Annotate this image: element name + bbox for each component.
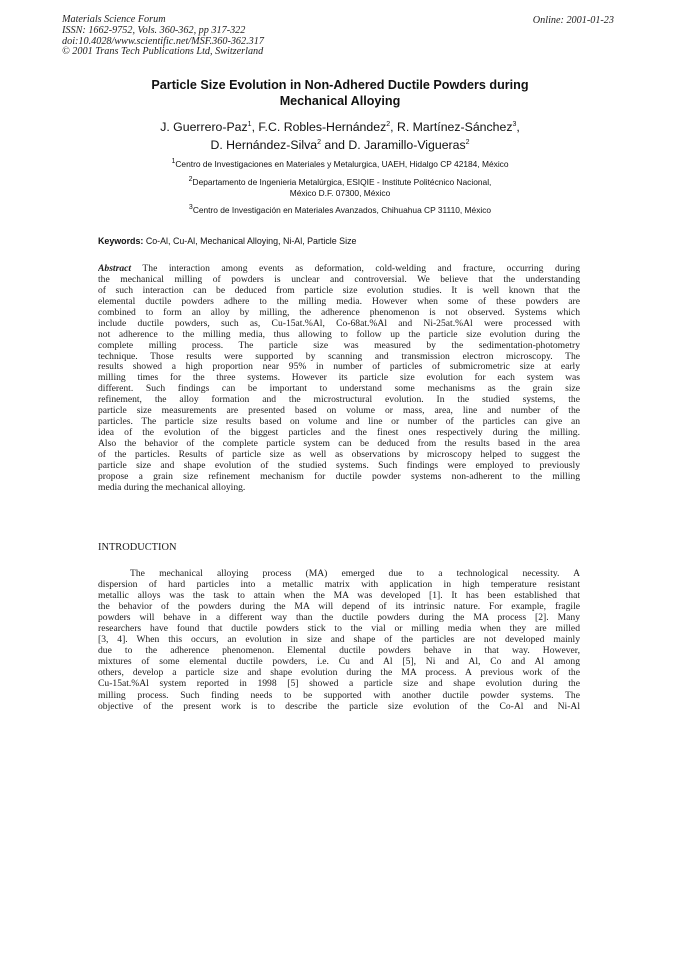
abstract-line: Abstract The interaction among events as deformation, cold-welding and fracture, occurring during <box>98 264 580 274</box>
abstract-line: results showed a high proportion near 95% in number of particles of submicrometric size at early <box>98 362 580 373</box>
issn-line: ISSN: 1662-9752, Vols. 360-362, pp 317-322 <box>62 24 246 36</box>
affiliation-2 <box>100 177 580 199</box>
abstract-line: Also the behavior of the complete particle system can be deduced from the results based in the area <box>98 439 580 449</box>
intro-line: metallic alloys was the task to attain when the MA was developed [1]. It has been established that <box>98 590 580 602</box>
affiliation-3 <box>100 205 580 216</box>
intro-line: the behavior of the powders during the MA will depend of its intrinsic nature. For example, fragile <box>98 601 580 613</box>
doi-line[interactable]: doi:10.4028/www.scientific.net/MSF.360-362.317 <box>62 35 264 47</box>
affiliation-1 <box>100 159 580 170</box>
author-affil-mark: 2 <box>386 120 391 128</box>
abstract-line: of the particles. Results of particle size as well as observations by microscopy helped to suggest the <box>98 449 580 460</box>
abstract-line: complete milling process. The particle size was measured by the sedimentation-photometry <box>98 340 580 351</box>
abstract-line: refinement, the alloy formation and the microstructural evolution. In the studied systems, the <box>98 395 580 406</box>
author-affil-mark: 1 <box>247 120 252 128</box>
author-affil-mark: 2 <box>317 138 321 146</box>
abstract-line: include ductile powders, such as, Cu-15at.%Al, Co-68at.%Al and Ni-25at.%Al were processed with <box>98 318 580 329</box>
title-line-2: Mechanical Alloying <box>279 93 401 108</box>
author-name: , F.C. Robles-Hernández <box>251 120 387 134</box>
intro-line: objective of the present work is to describe the particle size evolution of the Co-Al and Ni-Al <box>98 700 580 712</box>
intro-line: Cu-15at.%Al system reported in 1998 [5] showed a particle size and shape evolution during the <box>98 678 580 690</box>
journal-name: Materials Science Forum <box>62 14 166 25</box>
author-name: and D. Jaramillo-Vigueras <box>320 137 466 152</box>
copyright-line: © 2001 Trans Tech Publications Ltd, Switzerland <box>62 46 264 58</box>
paper-title <box>90 78 590 109</box>
author-name: J. Guerrero-Paz <box>160 120 248 134</box>
authors-line-1 <box>90 119 590 137</box>
author-name: D. Hernández-Silva <box>210 137 318 152</box>
author-affil-mark: 3 <box>512 120 517 128</box>
abstract-line: not adherence to the milling media, thus allowing to follow up the particle size evolution during the <box>98 329 580 340</box>
abstract-label: Abstract <box>98 264 132 274</box>
abstract-line: technique. Those results were supported by scanning and transmission electron microscopy. The <box>98 351 580 362</box>
abstract-line: milling times for the three systems. However its particle size evolution for each system was <box>98 373 580 384</box>
abstract-line: idea of the evolution of the biggest particles and the finest ones respectively during the milling. <box>98 428 580 439</box>
introduction-body <box>98 568 580 712</box>
abstract-line: particles. The particle size results based on volume and line or number of the particles can give an <box>98 417 580 428</box>
affil-mark: 2 <box>188 176 193 184</box>
author-separator: , <box>516 120 520 134</box>
abstract-line: the mechanical milling of powders is unclear and controversial. We believe that the understanding <box>98 274 580 285</box>
intro-line: dispersion of hard particles into a metallic matrix with application in high temperature resistant <box>98 579 580 591</box>
journal-header <box>62 15 264 58</box>
keywords-text: Co-Al, Cu-Al, Mechanical Alloying, Ni-Al, Particle Size <box>143 236 357 246</box>
intro-line: mixtures of some elemental ductile powders, i.e. Cu and Al [5], Ni and Al, Co and Al among <box>98 656 580 668</box>
abstract-line: particle size and shape evolution of the studied systems. Such findings were employed to previously <box>98 460 580 471</box>
affil-text: Departamento de Ingenieria Metalúrgica, ESIQIE - Institute Politécnico Nacional, <box>192 177 492 187</box>
intro-line: due to the adherence phenomenon. Elemental ductile powders behave in that way. However, <box>98 645 580 657</box>
affil-mark: 3 <box>188 204 193 212</box>
author-affil-mark: 2 <box>465 138 470 146</box>
abstract-line: media during the mechanical alloying. <box>98 482 246 493</box>
abstract-line: of such interaction can be deduced from particle size evolution studies. It is well known that the <box>98 285 580 296</box>
authors-line-2 <box>90 137 590 155</box>
abstract-line: particle size measurements are presented based on volume or mass, area, line and number of the <box>98 406 580 417</box>
abstract-line: combined to form an alloy by milling, the adherence phenomenon is not observed. Systems which <box>98 307 580 318</box>
section-heading-introduction: INTRODUCTION <box>98 542 177 553</box>
keywords <box>98 236 578 246</box>
intro-line: powders will behave in a different way than the ductile powders during the MA process [2]. Many <box>98 612 580 624</box>
affil-line <box>100 177 580 188</box>
keywords-label: Keywords: <box>98 236 144 246</box>
intro-line: milling process. Such finding needs to be supported with another ductile powder systems. The <box>98 689 580 701</box>
abstract-line: different. Such findings can be important to understand some mechanisms as the grain size <box>98 384 580 395</box>
intro-line: researchers have found that ductile powders stick to the vial or milling media when they are milled <box>98 623 580 635</box>
online-date: Online: 2001-01-23 <box>532 15 614 26</box>
author-name: , R. Martínez-Sánchez <box>390 120 513 134</box>
abstract-line: propose a grain size refinement mechanism for ductile powder systems non-adherent to the milling <box>98 471 580 482</box>
abstract-line: elemental ductile powders adhere to the milling media. However when some of these powders are <box>98 296 580 307</box>
affil-mark: 1 <box>171 158 176 166</box>
affil-line: México D.F. 07300, México <box>289 188 391 199</box>
intro-line: others, develop a particle size and shape evolution during the MA process. A previous work of the <box>98 667 580 679</box>
abstract <box>98 264 580 494</box>
author-list <box>90 119 590 154</box>
affil-text: Centro de Investigaciones en Materiales y Metalurgica, UAEH, Hidalgo CP 42184, México <box>175 159 509 169</box>
affil-text: Centro de Investigación en Materiales Avanzados, Chihuahua CP 31110, México <box>192 205 492 215</box>
intro-line: The mechanical alloying process (MA) emerged due to a technological necessity. A <box>130 568 580 579</box>
intro-line: [3, 4]. When this occurs, an evolution in size and shape of the particles are not developed mainly <box>98 634 580 646</box>
title-line-1: Particle Size Evolution in Non-Adhered Ductile Powders during <box>151 78 529 92</box>
